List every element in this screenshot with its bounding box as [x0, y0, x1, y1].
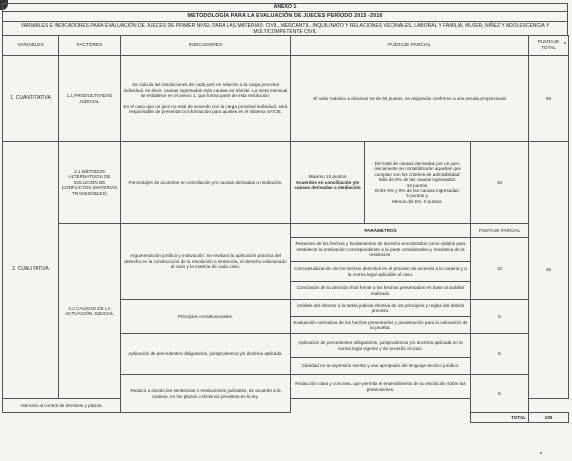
factor-calidad: 2.2 CALIDAD DE LA ACTUACIÓN JUDICIAL — [59, 224, 121, 399]
indicator-argumentacion: Argumentación jurídica y motivación: Se revisará la aplicación práctica del derecho en la construcción de la resolución o sentencia, el derecho relacionado al caso y la materia de cada caso. — [121, 224, 291, 300]
total-cualitativa: 35 — [529, 142, 569, 399]
row-parametros-header — [3, 224, 569, 238]
scan-dust — [564, 42, 566, 44]
mediacion-scale-intro: Del total de causas derivadas por un juez, únicamente se contabilizarán aquellas que cumplan con los criterios de admisibilidad: — [374, 160, 461, 177]
mediacion-scale-3: Menos del 5%: 0 puntos. — [392, 198, 443, 204]
row-mediacion — [3, 142, 569, 224]
factor-mediacion: 2.1 MÉTODOS ALTERNATIVOS DE SOLUCIÓN DE CONFLICTOS (MATERIAS TRANSIGIBLES) — [59, 142, 121, 224]
variable-cualitativa: 2. CUALITATIVA — [3, 142, 59, 399]
param-principios-2: Evaluación normativa de los hechos presentados y ponderación para la valoración de la prueba. — [291, 317, 471, 334]
row-total — [3, 413, 569, 423]
total-label: TOTAL — [471, 413, 529, 423]
scan-dust — [540, 452, 542, 454]
header-variables: VARIABLES — [3, 36, 59, 56]
header-row — [3, 36, 569, 56]
mediacion-scale-2-pts: 5 puntos y, — [406, 193, 429, 199]
indicator-precedentes: Aplicación de precedentes obligatorios, jurisprudencia y/o doctrina aplicada. — [121, 334, 291, 375]
param-precedentes-2: Claridad en la expresión escrita y uso apropiado del lenguaje técnico jurídico. — [291, 358, 471, 375]
mediacion-minimum-label: Máximo 10 puntos — [308, 174, 347, 180]
indicator-productividad-p2: En el caso que un juez no esté de acuerdo con la carga procesal individual, será responsable de presentar la información para ajustes en el sistema SATJE. — [123, 103, 288, 115]
score-precedentes: 5 — [471, 334, 529, 375]
indicator-productividad — [121, 56, 291, 142]
mediacion-scale-1-pts: 10 puntos. — [406, 182, 429, 188]
variable-cuantitativa: 1. CUANTITATIVA — [3, 56, 59, 142]
param-redaccion-2: Atención al control de términos y plazos. — [3, 399, 121, 413]
annex-label: ANEXO 1 — [2, 3, 568, 11]
indicator-redaccion: Reducir a escrito las sentencias o resoluciones judiciales, de acuerdo a la materia, en los plazos o términos previstos en la ley. — [121, 375, 291, 413]
header-puntaje-total: PUNTAJE TOTAL — [529, 36, 569, 56]
header-puntaje-parcial: PUNTAJE PARCIAL — [291, 36, 529, 56]
param-precedentes-1: Aplicación de precedentes obligatorios, jurisprudencia y/o doctrina aplicada en la norma legal vigente y de acuerdo al caso. — [291, 334, 471, 358]
indicator-mediacion: Porcentajes de acuerdos en conciliación y/o causas derivadas a mediación. — [121, 142, 291, 224]
indicator-principios: Principios constitucionales. — [121, 300, 291, 334]
pp-header: PUNTAJE PARCIAL — [471, 224, 529, 238]
mediacion-scale — [365, 142, 471, 224]
evaluation-sheet — [2, 3, 568, 423]
mediacion-minimum — [291, 142, 365, 224]
scope-description: VARIABLES E INDICADORES PARA EVALUACIÓN DE JUECES DE PRIMER NIVEL PARA LAS MATERIAS: CIVIL, MERCANTIL, INQUILINATO Y RELACIONES VECINALES, LABORAL Y FAMILIA, MUJER, NIÑEZ Y ADOLESCENCIA Y MULTICOMPETENTE CIVIL — [2, 21, 568, 35]
total-cuantitativa: 65 — [529, 56, 569, 142]
mediacion-minimum-detail: Acuerdos en conciliación y/o causas derivadas a mediación — [294, 179, 361, 191]
header-factores: FACTORES — [59, 36, 121, 56]
total-value: 100 — [529, 413, 569, 423]
score-principios: 5 — [471, 300, 529, 334]
param-argumentacion-2: Conceptualización de los hechos descritos en el proceso de acuerdo a la materia y a la norma legal aplicable al caso. — [291, 262, 471, 282]
param-argumentacion-3: Conclusión de la decisión final frente a los hechos presentados en base al análisis realizado. — [291, 282, 471, 300]
score-argumentacion: 10 — [471, 238, 529, 300]
mediacion-score: 10 — [471, 142, 529, 224]
score-redaccion: 5 — [471, 375, 529, 413]
evaluation-table — [2, 35, 569, 423]
partial-productividad: El valor máximo a alcanzar es de 65 puntos, se asignarán conforme a una escala proporcional — [291, 56, 529, 142]
factor-productividad: 1.1 PRODUCTIVIDAD JUDICIAL — [59, 56, 121, 142]
mediacion-scale-1: Más de 8% de las causas ingresadas: — [378, 177, 457, 183]
methodology-title: METODOLOGÍA PARA LA EVALUACIÓN DE JUECES PERÍODO 2015 -2016 — [2, 11, 568, 21]
mediacion-scale-2: Entre 5% y 8% de las causas ingresadas: — [375, 187, 460, 193]
param-argumentacion-1: Resumen de los hechos y fundamentos de derecho encontrados como válidos para establecer la motivación correspondiente a la parte considerativa y resolutiva de la resolución. — [291, 238, 471, 262]
header-indicadores: INDICADORES — [121, 36, 291, 56]
row-cuantitativa — [3, 56, 569, 142]
indicator-productividad-p1: Se calcula las resoluciones de cada juez en relación a la carga procesal individual, es decir, causas ingresadas más causas en trámite. La meta mensual se establece en el anexo 1, que forma parte de esta resolución. — [123, 82, 288, 99]
param-principios-1: Análisis del director a la tutela judicial efectiva de los principios y reglas del debido proceso. — [291, 300, 471, 317]
param-redaccion-1: Redacción clara y concreta, que permita el entendimiento de la resolución sobre las pretensiones. — [291, 375, 471, 399]
parametros-header: PARÁMETROS — [291, 224, 471, 238]
